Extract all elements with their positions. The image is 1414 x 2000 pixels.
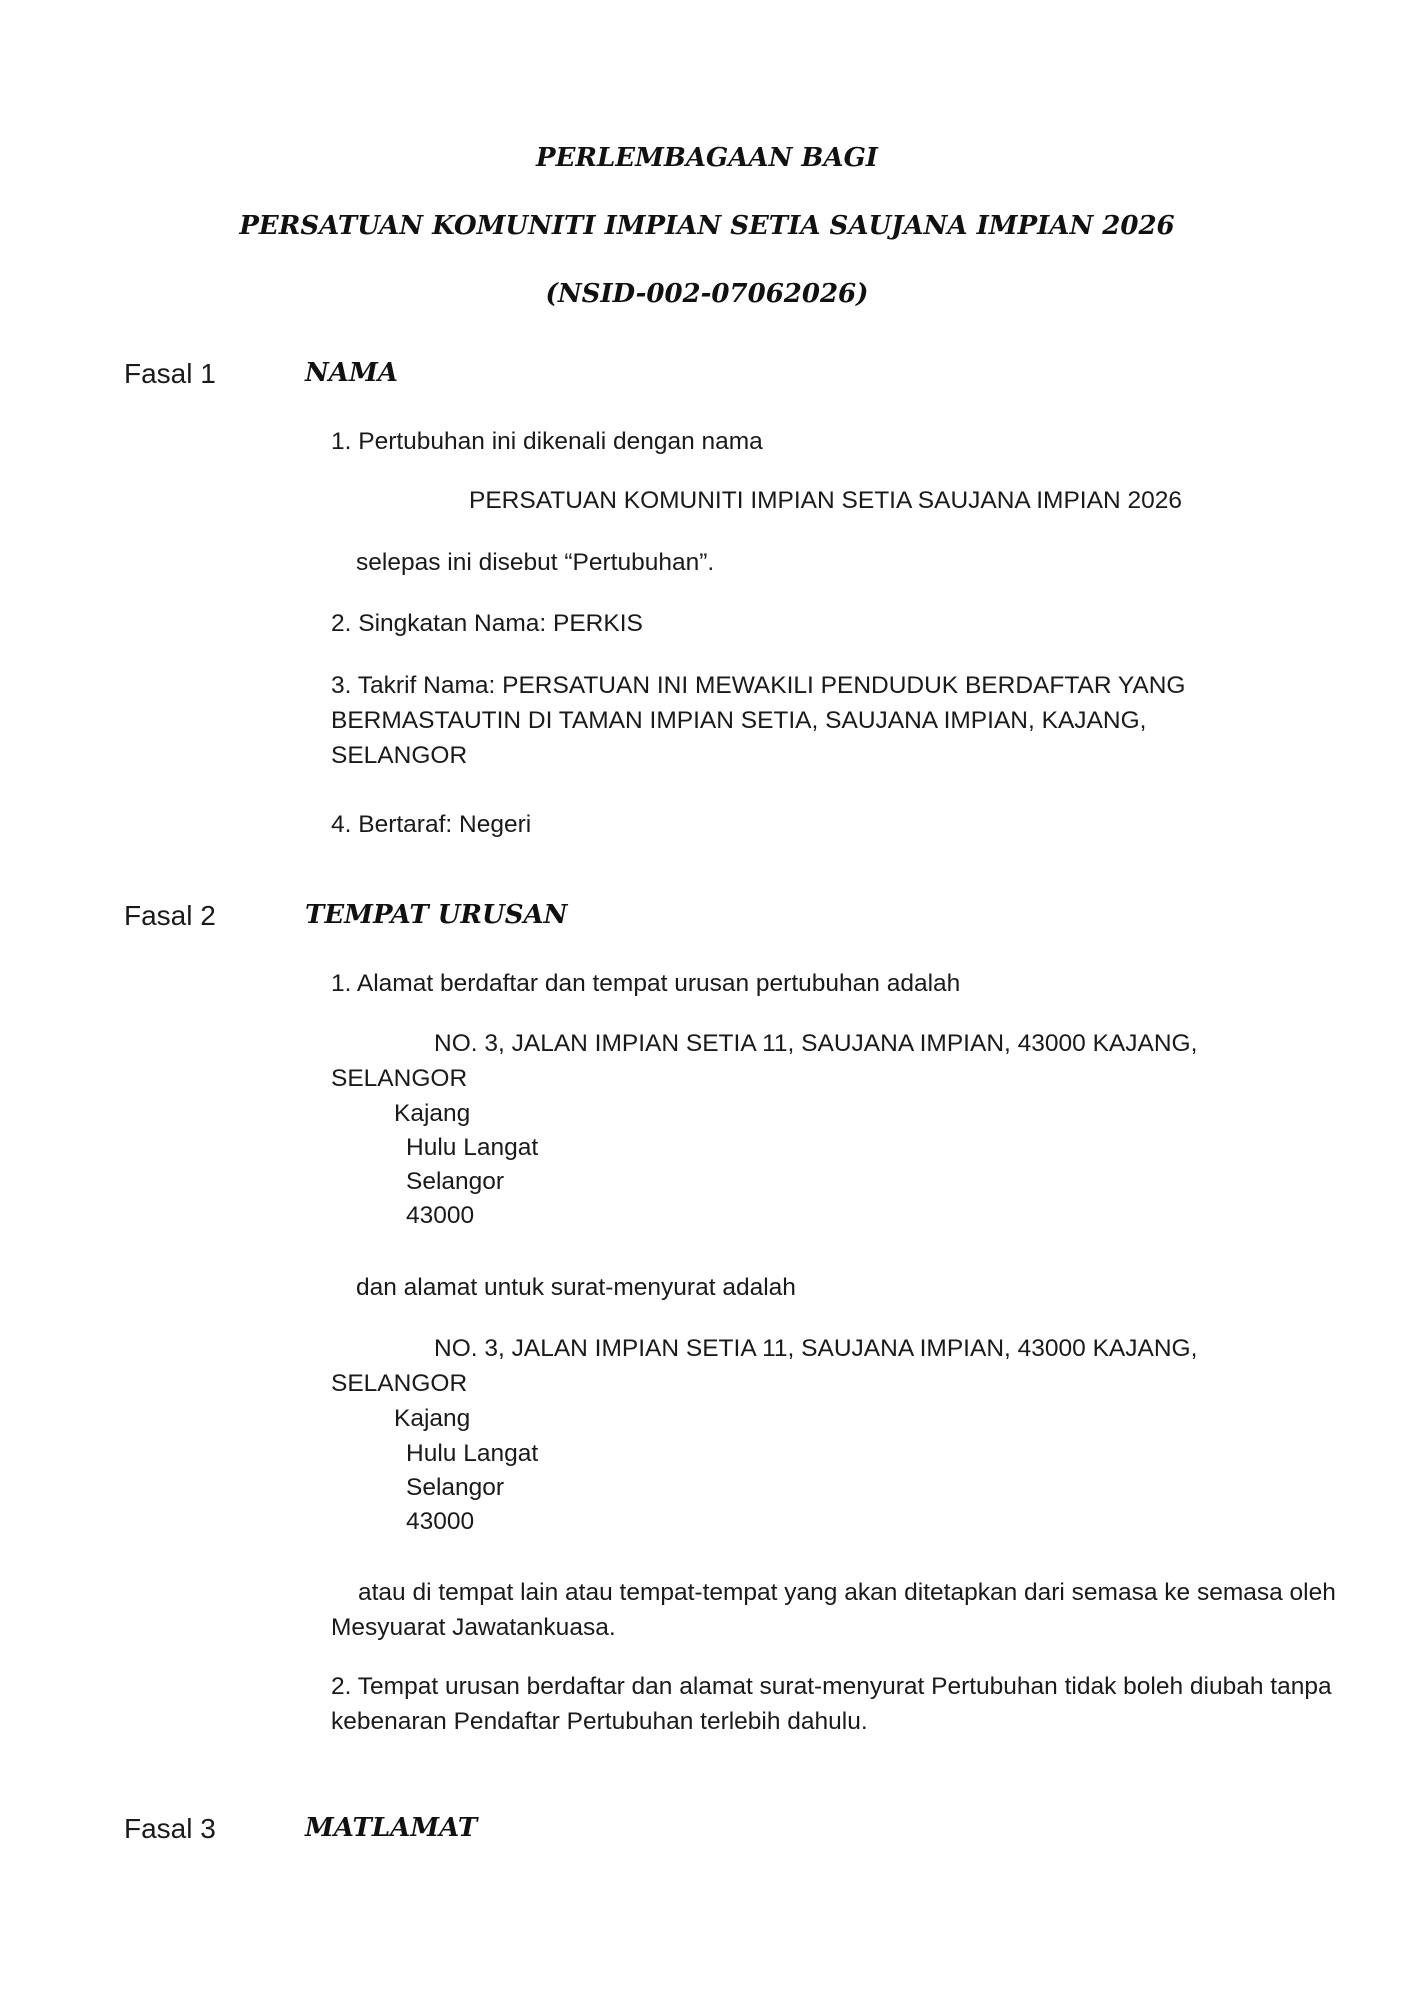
registered-address-line-2: SELANGOR <box>331 1065 468 1092</box>
other-place-line-1: atau di tempat lain atau tempat-tempat yang akan ditetapkan dari semasa ke semasa oleh <box>358 1579 1336 1606</box>
registered-address-district: Hulu Langat <box>406 1134 539 1161</box>
registered-address-line-1: NO. 3, JALAN IMPIAN SETIA 11, SAUJANA IMPIAN, 43000 KAJANG, <box>434 1030 1198 1057</box>
mailing-address-line-1: NO. 3, JALAN IMPIAN SETIA 11, SAUJANA IMPIAN, 43000 KAJANG, <box>434 1335 1198 1362</box>
mailing-address-district: Hulu Langat <box>406 1440 539 1467</box>
registered-address-state: Selangor <box>406 1168 505 1195</box>
mailing-address-line-2: SELANGOR <box>331 1370 468 1397</box>
fasal-1-heading: NAMA <box>305 358 398 388</box>
organization-title: PERSATUAN KOMUNITI IMPIAN SETIA SAUJANA IMPIAN 2026 <box>239 211 1175 241</box>
registered-address-city: Kajang <box>394 1100 471 1127</box>
registration-id: (NSID-002-07062026) <box>545 279 869 309</box>
mailing-address-intro: dan alamat untuk surat-menyurat adalah <box>356 1274 796 1301</box>
fasal-3-heading: MATLAMAT <box>305 1813 478 1843</box>
other-place-line-2: Mesyuarat Jawatankuasa. <box>331 1614 616 1641</box>
fasal-1-item-3-line-2: BERMASTAUTIN DI TAMAN IMPIAN SETIA, SAUJANA IMPIAN, KAJANG, <box>331 707 1147 734</box>
fasal-2-label: Fasal 2 <box>124 900 216 931</box>
mailing-address-city: Kajang <box>394 1405 471 1432</box>
mailing-address-postcode: 43000 <box>406 1508 475 1535</box>
fasal-1-item-3-line-3: SELANGOR <box>331 742 468 769</box>
document-title: PERLEMBAGAAN BAGI <box>536 143 878 173</box>
referred-as-text: selepas ini disebut “Pertubuhan”. <box>356 549 715 576</box>
fasal-1-label: Fasal 1 <box>124 358 216 389</box>
fasal-2-item-1: 1. Alamat berdaftar dan tempat urusan pertubuhan adalah <box>331 970 961 997</box>
mailing-address-state: Selangor <box>406 1474 505 1501</box>
fasal-1-item-1: 1. Pertubuhan ini dikenali dengan nama <box>331 428 763 455</box>
fasal-1-item-3-line-1: 3. Takrif Nama: PERSATUAN INI MEWAKILI PENDUDUK BERDAFTAR YANG <box>331 672 1186 699</box>
fasal-3-label: Fasal 3 <box>124 1813 216 1844</box>
fasal-2-heading: TEMPAT URUSAN <box>305 900 568 930</box>
fasal-1-item-2: 2. Singkatan Nama: PERKIS <box>331 610 643 637</box>
organization-name: PERSATUAN KOMUNITI IMPIAN SETIA SAUJANA IMPIAN 2026 <box>469 487 1182 514</box>
fasal-2-item-2-line-2: kebenaran Pendaftar Pertubuhan terlebih dahulu. <box>331 1708 868 1735</box>
fasal-1-item-4: 4. Bertaraf: Negeri <box>331 811 532 838</box>
fasal-2-item-2-line-1: 2. Tempat urusan berdaftar dan alamat surat-menyurat Pertubuhan tidak boleh diubah tanpa <box>331 1673 1332 1700</box>
registered-address-postcode: 43000 <box>406 1202 475 1229</box>
